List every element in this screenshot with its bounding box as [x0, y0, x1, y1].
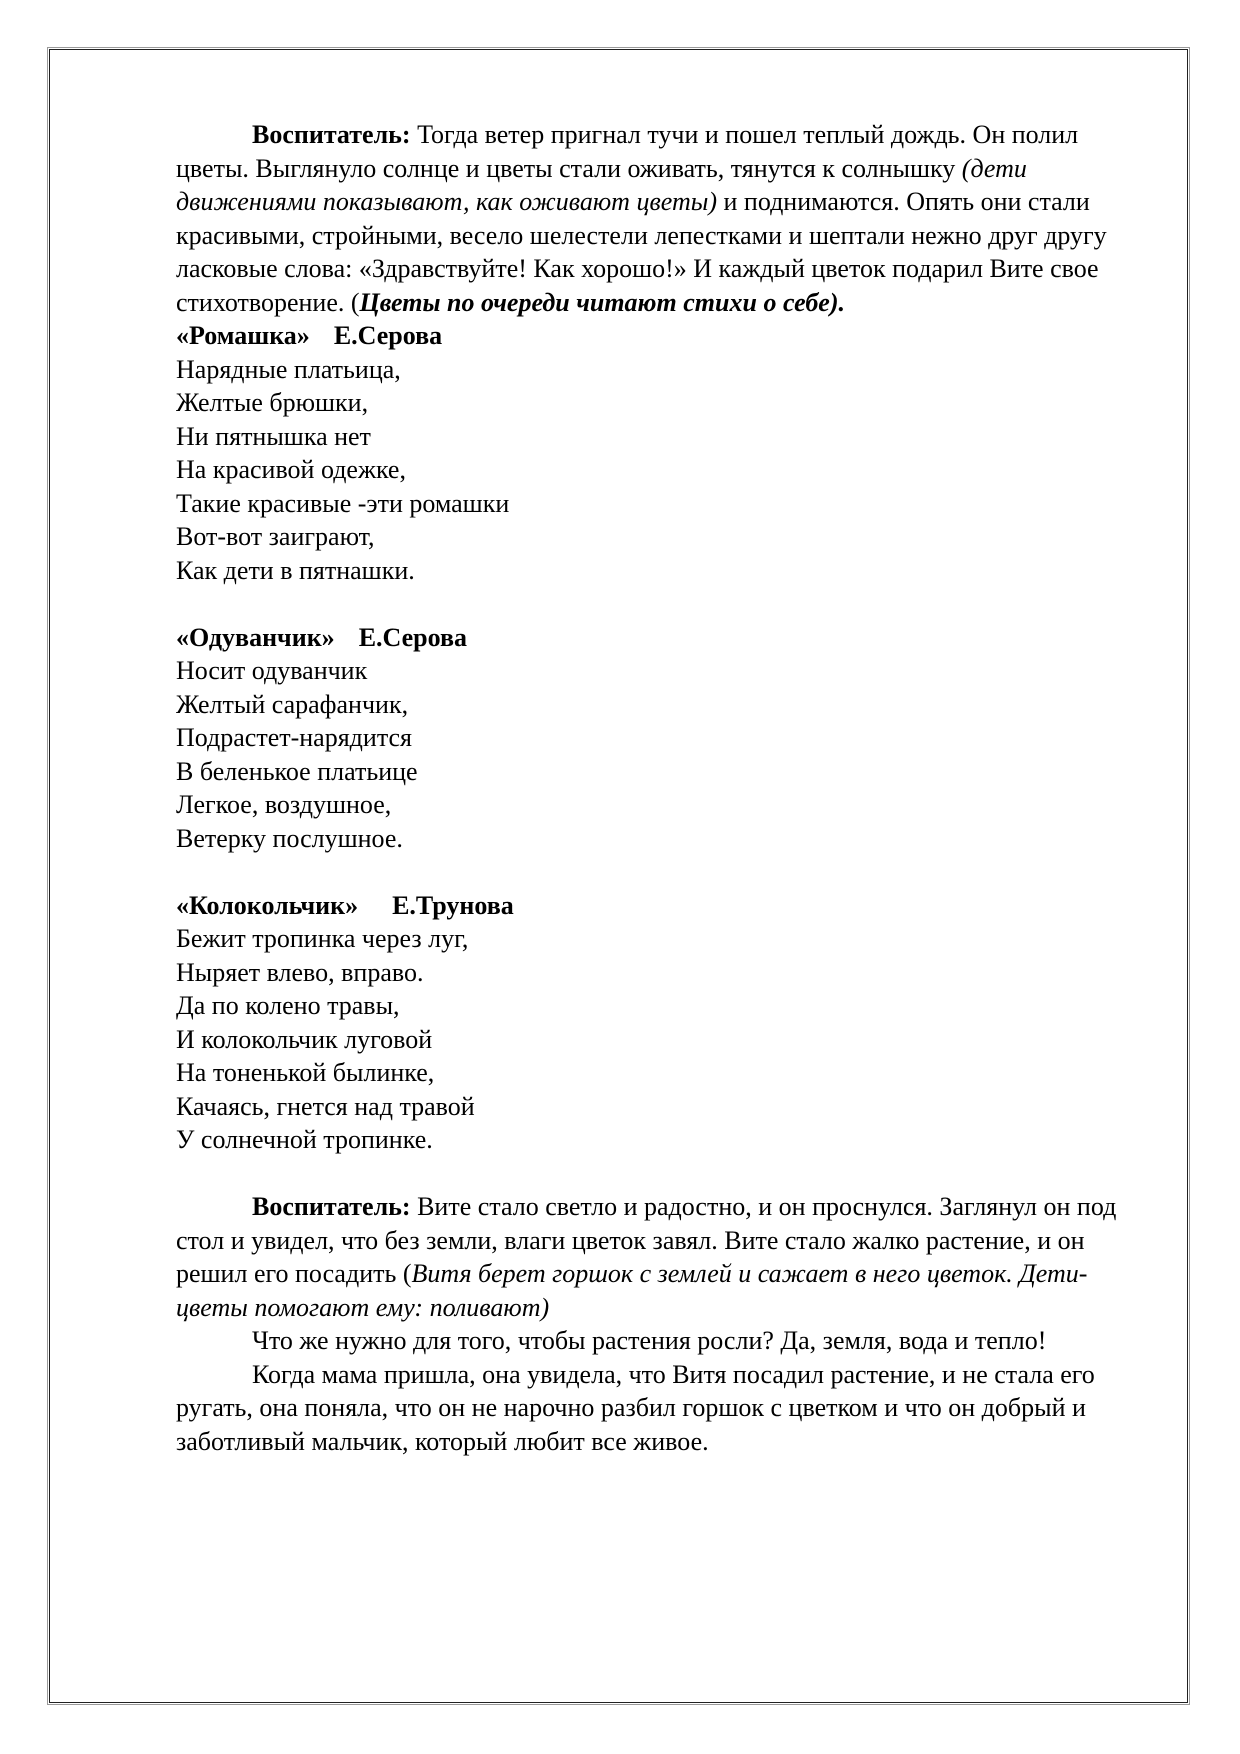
stage-direction: Цветы по очереди читают стихи о себе).: [359, 287, 846, 317]
stage-direction: Витя берет горшок с землей и сажает в него цветок. Дети-цветы помогают ему: поливают): [176, 1259, 1088, 1322]
outro-paragraph-2: Что же нужно для того, чтобы растения росли? Да, земля, вода и тепло!: [252, 1326, 1047, 1355]
poem-line: Вот-вот заиграют,: [176, 522, 375, 551]
poem-line: Подрастет-нарядится: [176, 723, 412, 752]
intro-text-2: и поднимаются. Опять они стали красивыми, стройными, весело шелестели лепестками и шептали нежно друг другу ласковые слова: «Здравствуйте! Как хорошо!» И каждый цветок подарил Вите свое стихотворение. (: [176, 187, 1107, 317]
poem-line: Качаясь, гнется над травой: [176, 1091, 475, 1121]
poem-line: Как дети в пятнашки.: [176, 555, 415, 585]
stage-direction: (дети движениями показывают, как оживают цветы): [176, 153, 1027, 216]
poem-line: Да по колено травы,: [176, 991, 400, 1020]
outro-text-1: Вите стало светло и радостно, и он проснулся. Заглянул он под стол и увидел, что без земли, влаги цветок завял. Вите стало жалко растение, и он решил его посадить (: [176, 1192, 1117, 1288]
poem-line: Ветерку послушное.: [176, 823, 403, 853]
poem-line: В беленькое платьице: [176, 756, 418, 786]
poem-line: Такие красивые -эти ромашки: [176, 488, 510, 518]
blank-line: [176, 1157, 1141, 1191]
blank-line: [176, 855, 1141, 889]
poem-author: Е.Серова: [358, 622, 468, 652]
poem-title: «Колокольчик»: [176, 890, 359, 920]
poem-line: Ныряет влево, вправо.: [176, 957, 424, 987]
poem-title: «Одуванчик»: [176, 622, 335, 652]
poem-line: И колокольчик луговой: [176, 1024, 433, 1054]
poem-line: Желтый сарафанчик,: [176, 689, 409, 719]
poem-line: На красивой одежке,: [176, 455, 406, 484]
speaker-label: Воспитатель:: [252, 1192, 411, 1221]
poem-oduvanchik: [176, 621, 1141, 856]
poem-title: «Ромашка»: [176, 321, 310, 350]
poem-line: У солнечной тропинке.: [176, 1125, 433, 1154]
poem-heading: [176, 621, 1141, 655]
outro-paragraph: [176, 1190, 1141, 1324]
poem-author: Е.Серова: [333, 321, 443, 350]
outro-paragraph-3: Когда мама пришла, она увидела, что Витя посадил растение, и не стала его ругать, она поняла, что он не нарочно разбил горшок с цветком и что он добрый и заботливый мальчик, который любит все живое.: [176, 1359, 1095, 1456]
poem-romashka: [176, 319, 1141, 587]
poem-line: Нарядные платьица,: [176, 354, 401, 384]
poem-line: Легкое, воздушное,: [176, 790, 392, 819]
intro-paragraph: [176, 118, 1141, 319]
poem-line: Ни пятнышка нет: [176, 421, 371, 451]
intro-text-1: Тогда ветер пригнал тучи и пошел теплый дождь. Он полил цветы. Выглянуло солнце и цветы стали оживать, тянутся к солнышку: [176, 120, 1079, 183]
speaker-label: Воспитатель:: [252, 120, 411, 149]
poem-kolokolchik: [176, 889, 1141, 1157]
blank-line: [176, 587, 1141, 621]
document-body: [176, 118, 1141, 1458]
poem-author: Е.Трунова: [392, 890, 514, 920]
poem-heading: [176, 319, 1141, 353]
poem-line: На тоненькой былинке,: [176, 1058, 435, 1087]
poem-heading: [176, 889, 1141, 923]
poem-line: Бежит тропинка через луг,: [176, 924, 469, 953]
poem-line: Носит одуванчик: [176, 656, 368, 685]
poem-line: Желтые брюшки,: [176, 388, 369, 417]
